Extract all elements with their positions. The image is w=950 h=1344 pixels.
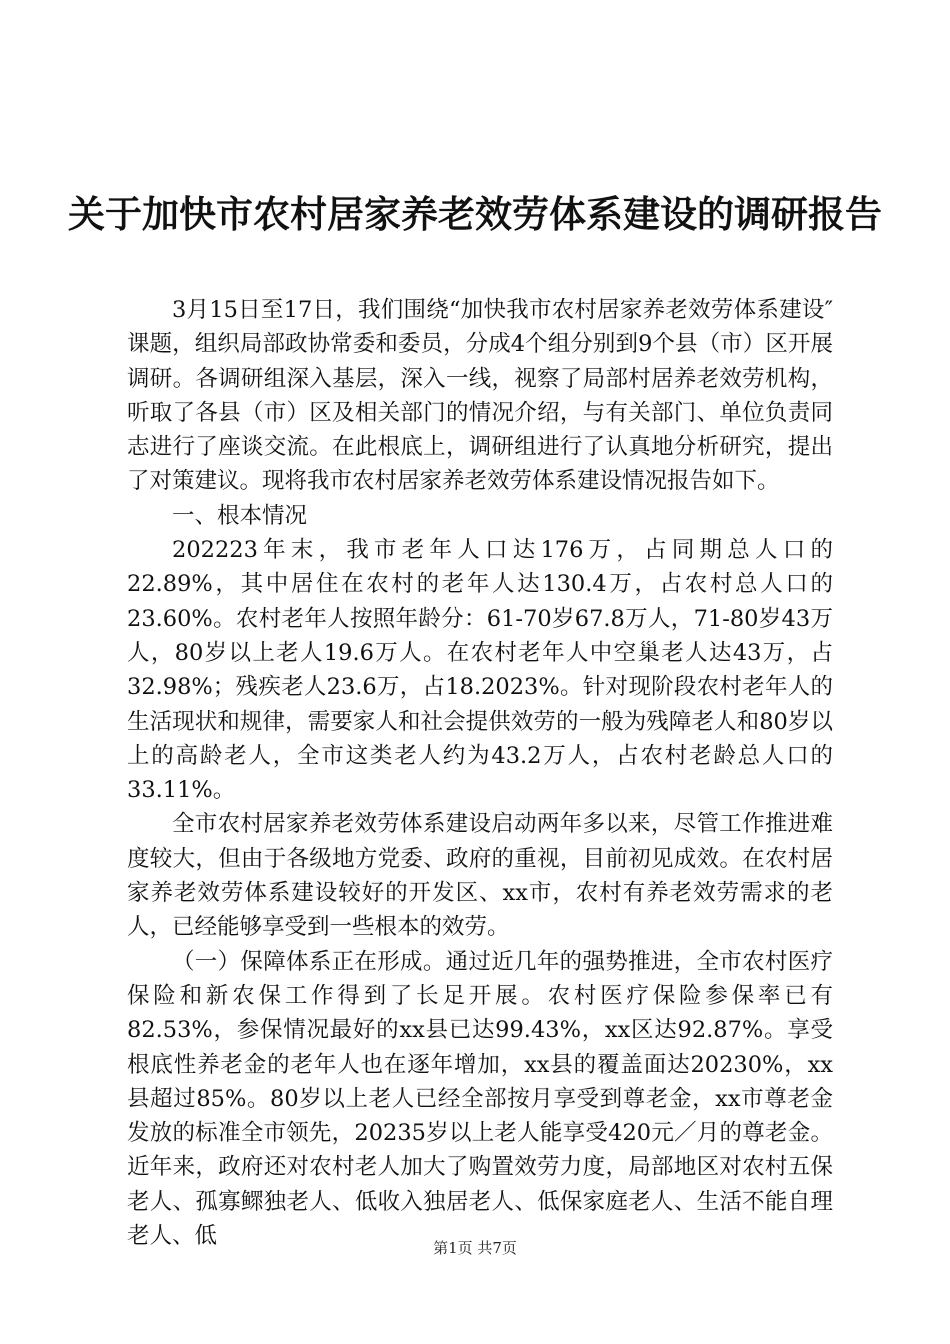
document-body <box>127 293 833 1253</box>
section-heading-basic-situation: 一、根本情况 <box>172 502 308 529</box>
paragraph-statistics: 202223年末，我市老年人口达176万，占同期总人口的22.89%，其中居住在农村的老年人达130.4万，占农村总人口的23.60%。农村老年人按照年龄分：61-70岁67.8万人，71-80岁43万人，80岁以上老人19.6万人。在农村老年人中空巢老人达43万，占32.98%；残疾老人23.6万，占18.2023%。针对现阶段农村老年人的生活现状和规律，需要家人和社会提供效劳的一般为残障老人和80岁以上的高龄老人，全市这类老人约为43.2万人，占农村老龄总人口的33.11%。 <box>127 537 833 804</box>
document-title: 关于加快市农村居家养老效劳体系建设的调研报告 <box>68 192 882 236</box>
paragraph-progress: 全市农村居家养老效劳体系建设启动两年多以来，尽管工作推进难度较大，但由于各级地方党委、政府的重视，目前初见成效。在农村居家养老效劳体系建设较好的开发区、xx市，农村有养老效劳需求的老人，已经能够享受到一些根本的效劳。 <box>127 811 833 941</box>
paragraph-security-system: （一）保障体系正在形成。通过近几年的强势推进，全市农村医疗保险和新农保工作得到了长足开展。农村医疗保险参保率已有82.53%，参保情况最好的xx县已达99.43%，xx区达92.87%。享受根底性养老金的老年人也在逐年增加，xx县的覆盖面达20230%，xx县超过85%。80岁以上老人已经全部按月享受到尊老金，xx市尊老金发放的标准全市领先，20235岁以上老人能享受420元／月的尊老金。近年来，政府还对农村老人加大了购置效劳力度，局部地区对农村五保老人、孤寡鳏独老人、低收入独居老人、低保家庭老人、生活不能自理老人、低 <box>127 948 833 1250</box>
page-footer: 第1页 共7页 <box>433 1239 517 1257</box>
paragraph-intro: 3月15日至17日，我们围绕“加快我市农村居家养老效劳体系建设″课题，组织局部政协常委和委员，分成4个组分别到9个县（市）区开展调研。各调研组深入基层，深入一线，视察了局部村居养老效劳机构，听取了各县（市）区及相关部门的情况介绍，与有关部门、单位负责同志进行了座谈交流。在此根底上，调研组进行了认真地分析研究，提出了对策建议。现将我市农村居家养老效劳体系建设情况报告如下。 <box>127 297 833 495</box>
